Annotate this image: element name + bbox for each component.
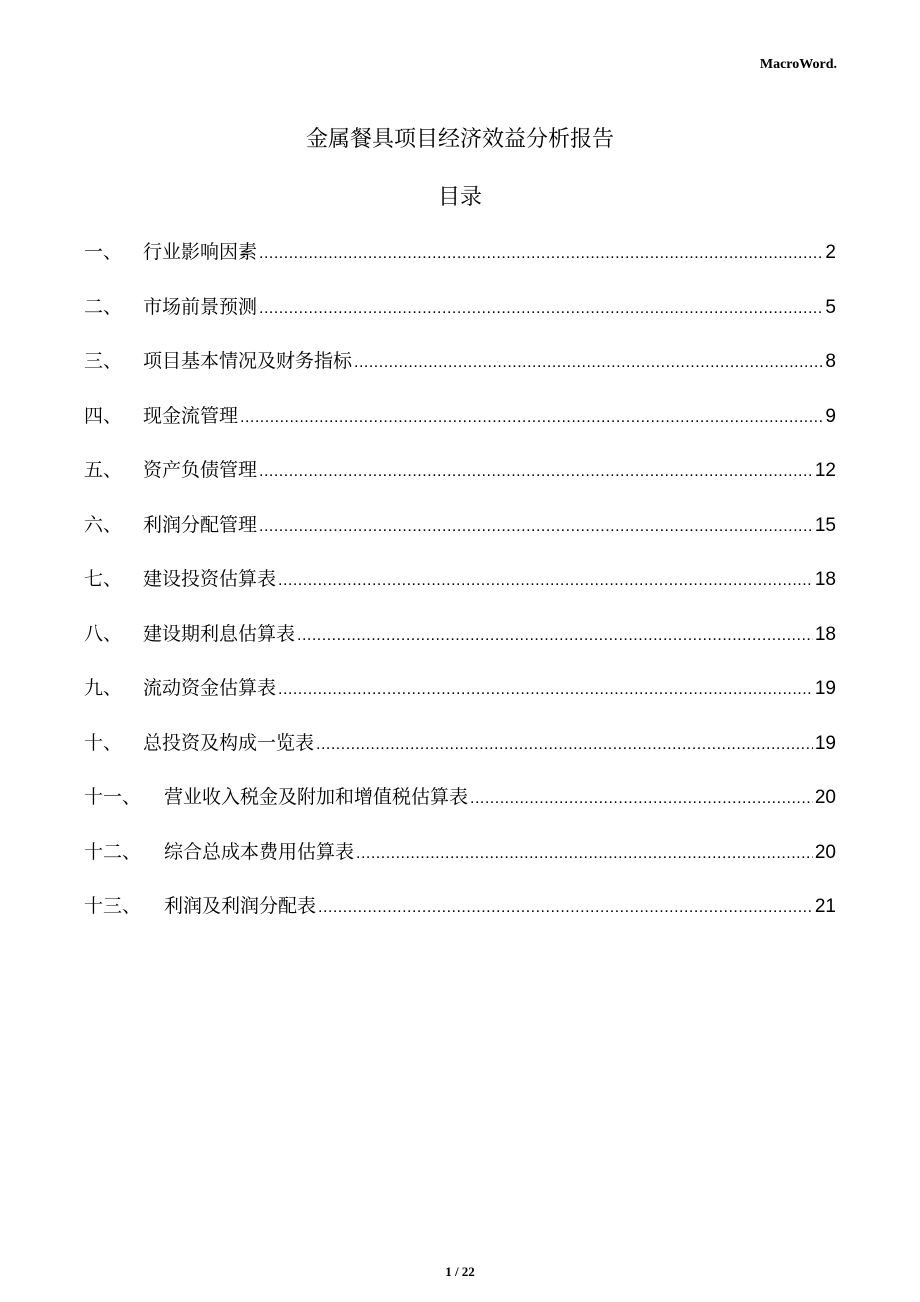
toc-entry-page: 18 [814, 623, 836, 645]
toc-entry-label: 利润分配管理 [143, 513, 258, 536]
toc-leader-dots [278, 567, 813, 595]
toc-entry-page: 19 [814, 678, 836, 699]
toc-entry[interactable] [84, 456, 836, 511]
toc-entry-page: 5 [825, 296, 836, 318]
toc-entry-page: 20 [814, 841, 836, 863]
toc-entry-label: 利润及利润分配表 [164, 895, 317, 917]
toc-entry-number: 七、 [84, 568, 123, 590]
toc-entry-page: 8 [825, 351, 836, 372]
toc-leader-dots [259, 295, 823, 323]
toc-leader-dots [278, 676, 813, 704]
header-brand: MacroWord. [759, 57, 837, 72]
toc-entry-number: 五、 [84, 459, 123, 481]
toc-entry[interactable] [84, 511, 836, 566]
toc-entry-number: 十二、 [84, 840, 142, 863]
toc-entry-number: 六、 [84, 513, 123, 536]
toc-entry[interactable] [84, 783, 836, 838]
toc-entry[interactable] [84, 620, 836, 675]
toc-entry-page: 15 [814, 514, 836, 536]
toc-entry[interactable] [84, 729, 836, 784]
toc-entry-label: 综合总成本费用估算表 [164, 840, 355, 863]
page-indicator: 1 / 22 [445, 1264, 475, 1279]
toc-entry[interactable] [84, 674, 836, 729]
toc-entry-label: 流动资金估算表 [143, 677, 277, 699]
toc-entry-number: 四、 [84, 404, 123, 427]
toc-entry-label: 总投资及构成一览表 [143, 731, 315, 754]
toc-entry[interactable] [84, 402, 836, 457]
toc-entry-number: 八、 [84, 622, 123, 645]
toc-entry-page: 9 [825, 405, 836, 427]
toc-entry-page: 12 [814, 460, 836, 481]
toc-entry[interactable] [84, 838, 836, 893]
toc-leader-dots [354, 349, 823, 377]
toc-leader-dots [470, 785, 813, 813]
toc-leader-dots [240, 404, 823, 432]
toc-leader-dots [259, 458, 813, 486]
toc-leader-dots [259, 513, 813, 541]
toc-entry[interactable] [84, 565, 836, 620]
toc-entry-number: 十三、 [84, 895, 142, 917]
toc-entry-number: 二、 [84, 295, 123, 318]
toc-entry-page: 20 [814, 787, 836, 808]
toc-entry[interactable] [84, 238, 836, 293]
toc-entry[interactable] [84, 892, 836, 947]
toc-entry-label: 建设期利息估算表 [143, 622, 296, 645]
toc-entry-page: 18 [814, 569, 836, 590]
document-title: 金属餐具项目经济效益分析报告 [305, 127, 614, 152]
toc-entry[interactable] [84, 293, 836, 348]
toc-entry-page: 21 [814, 896, 836, 917]
toc-entry-number: 九、 [84, 677, 123, 699]
toc-leader-dots [316, 731, 813, 759]
table-of-contents [84, 238, 836, 947]
toc-entry-label: 营业收入税金及附加和增值税估算表 [164, 786, 469, 808]
toc-entry-label: 现金流管理 [143, 404, 239, 427]
toc-leader-dots [297, 622, 813, 650]
toc-entry-label: 资产负债管理 [143, 459, 258, 481]
toc-entry[interactable] [84, 347, 836, 402]
toc-entry-number: 三、 [84, 350, 123, 372]
toc-entry-label: 项目基本情况及财务指标 [143, 350, 353, 372]
toc-entry-label: 建设投资估算表 [143, 568, 277, 590]
toc-entry-label: 行业影响因素 [143, 241, 258, 263]
toc-heading: 目录 [437, 185, 482, 210]
toc-leader-dots [318, 894, 813, 922]
toc-entry-label: 市场前景预测 [143, 295, 258, 318]
toc-leader-dots [259, 240, 823, 268]
toc-entry-page: 19 [814, 732, 836, 754]
toc-entry-page: 2 [825, 242, 836, 263]
toc-entry-number: 十、 [84, 731, 123, 754]
toc-entry-number: 一、 [84, 241, 123, 263]
toc-entry-number: 十一、 [84, 786, 142, 808]
toc-leader-dots [356, 840, 813, 868]
